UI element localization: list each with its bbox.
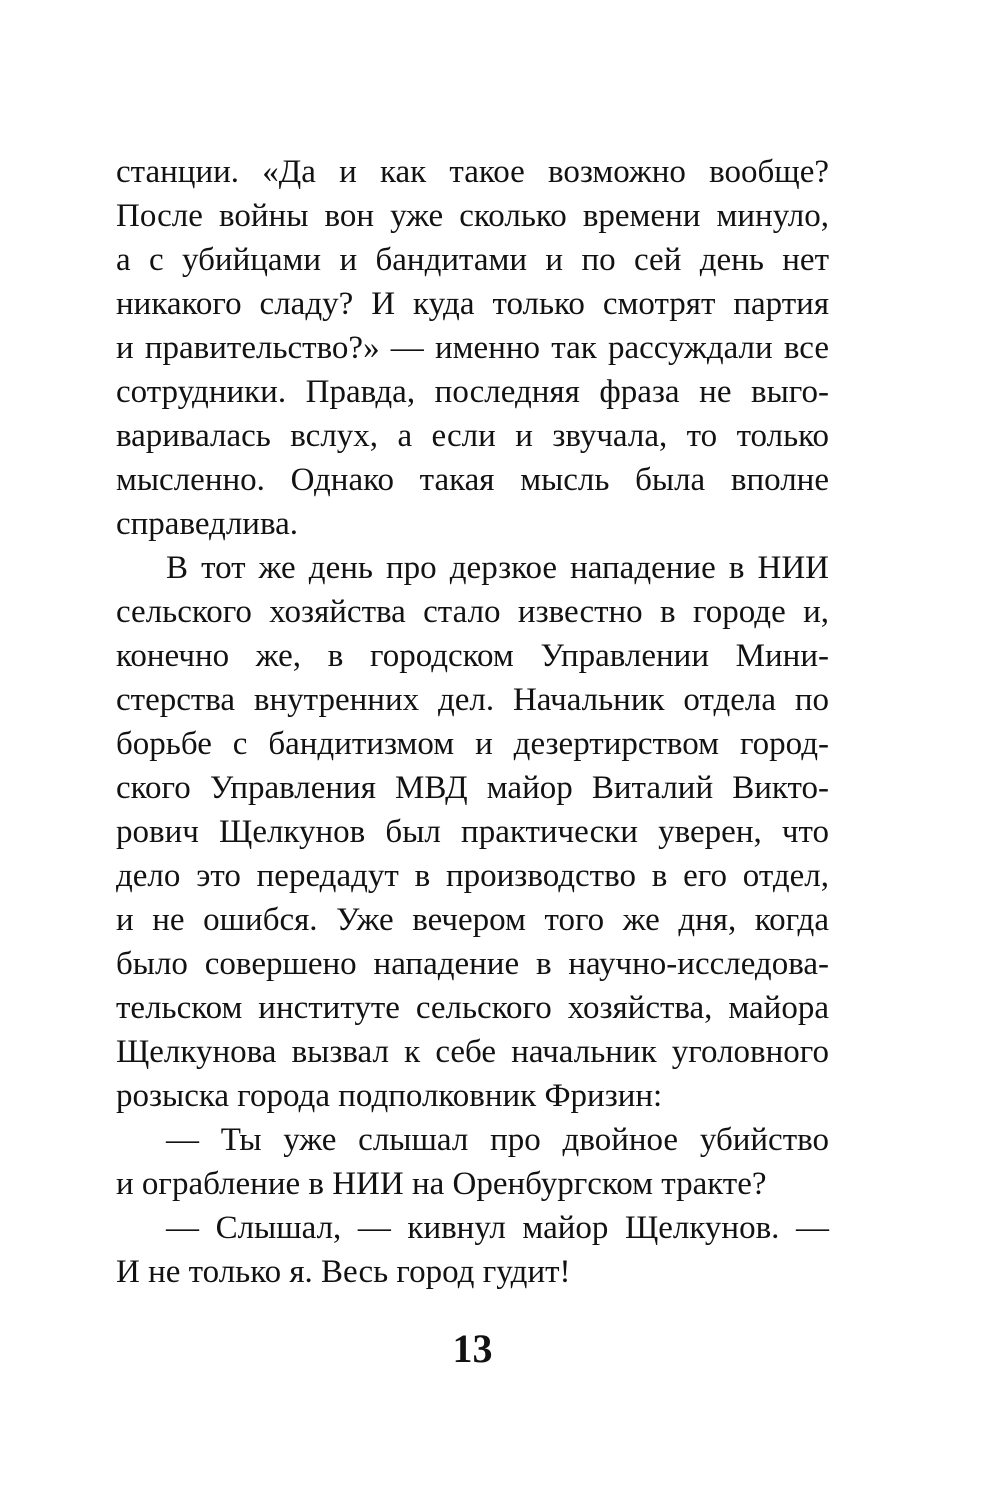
text-line: стерства внутренних дел. Начальник отдела по (116, 682, 829, 718)
paragraph (116, 1118, 829, 1206)
text-line: — Слышал, — кивнул майор Щелкунов. — (166, 1210, 829, 1246)
text-line: конечно же, в городском Управлении Мини- (116, 638, 829, 674)
text-line: а с убийцами и бандитами и по сей день нет (116, 242, 829, 278)
text-line: никакого сладу? И куда только смотрят партия (116, 286, 829, 322)
text-line: — Ты уже слышал про двойное убийство (166, 1122, 829, 1158)
text-line: сотрудники. Правда, последняя фраза не выго- (116, 374, 829, 410)
text-line: справедлива. (116, 506, 299, 542)
page-text (116, 150, 829, 1294)
text-line: сельского хозяйства стало известно в городе и, (116, 594, 829, 630)
paragraph (116, 1206, 829, 1294)
text-line: варивалась вслух, а если и звучала, то только (116, 418, 829, 454)
text-line: было совершено нападение в научно-исследова- (116, 946, 829, 982)
text-line: борьбе с бандитизмом и дезертирством город- (116, 726, 829, 762)
text-line: станции. «Да и как такое возможно вообще? (116, 154, 829, 190)
text-line: и ограбление в НИИ на Оренбургском тракте? (116, 1166, 767, 1202)
text-line: и правительство?» — именно так рассуждали все (116, 330, 829, 366)
text-line: розыска города подполковник Фризин: (116, 1078, 663, 1114)
page-number: 13 (452, 1326, 493, 1371)
text-line: дело это передадут в производство в его отдел, (116, 858, 829, 894)
text-line: тельском институте сельского хозяйства, майора (116, 990, 829, 1026)
text-line: И не только я. Весь город гудит! (116, 1254, 571, 1290)
text-line: и не ошибся. Уже вечером того же дня, когда (116, 902, 829, 938)
text-line: В тот же день про дерзкое нападение в НИИ (166, 550, 829, 586)
text-line: Щелкунова вызвал к себе начальник уголовного (116, 1034, 829, 1070)
paragraph (116, 546, 829, 1118)
text-line: После войны вон уже сколько времени минуло, (116, 198, 829, 234)
paragraph (116, 150, 829, 546)
text-line: ского Управления МВД майор Виталий Викто- (116, 770, 829, 806)
text-line: мысленно. Однако такая мысль была вполне (116, 462, 829, 498)
text-line: рович Щелкунов был практически уверен, что (116, 814, 829, 850)
